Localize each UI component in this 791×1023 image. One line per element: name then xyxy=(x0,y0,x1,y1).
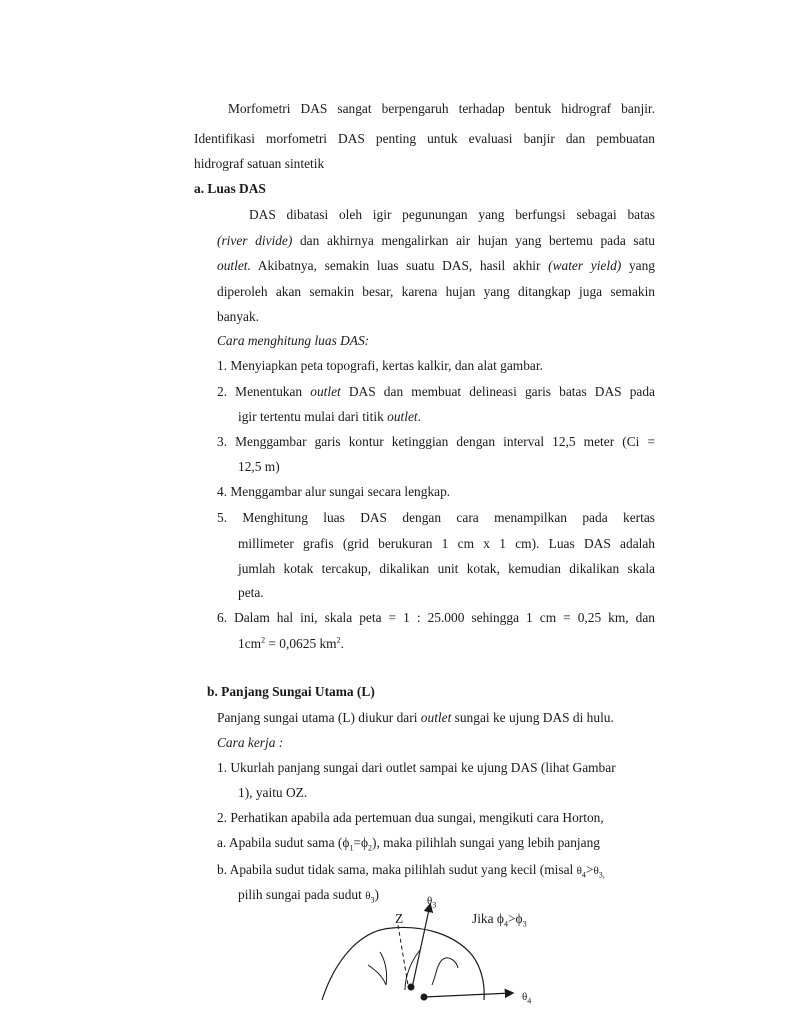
watershed-boundary xyxy=(322,927,484,1000)
section-a-para-line-5: banyak. xyxy=(217,309,260,324)
section-a-step-5-line-4: peta. xyxy=(238,585,264,600)
section-b-step-b-line-1: b. Apabila sudut tidak sama, maka pilihlah sudut yang kecil (misal $\theta_4>\theta_{3,}$ xyxy=(217,862,605,880)
intro-line-1: Morfometri DAS sangat berpengaruh terhadap bentuk hidrograf banjir. xyxy=(228,101,655,116)
section-a-para-line-1: DAS dibatasi oleh igir pegunungan yang berfungsi sebagai batas xyxy=(249,207,655,222)
tributary-right xyxy=(432,958,458,985)
section-a-para-line-2: (river divide) dan akhirnya mengalirkan air hujan yang bertemu pada satu xyxy=(217,233,655,248)
theta4-arrow xyxy=(424,993,512,997)
section-a-heading: a. Luas DAS xyxy=(194,181,266,196)
figure-note-angle-comparison: Jika $\phi_4>\phi_3$ xyxy=(472,911,527,929)
section-a-step-6-line-2: $1cm^2 = 0,0625$ $km^2$. xyxy=(238,635,344,651)
intro-line-2: Identifikasi morfometri DAS penting untuk evaluasi banjir dan pembuatan xyxy=(194,131,655,146)
figure-label-theta3: $\theta_3$ xyxy=(427,895,437,910)
section-a-step-5-line-1: 5. Menghitung luas DAS dengan cara menampilkan pada kertas xyxy=(217,510,655,525)
section-b-heading: b. Panjang Sungai Utama (L) xyxy=(207,684,375,699)
section-a-para-line-4: diperoleh akan semakin besar, karena hujan yang ditangkap juga semakin xyxy=(217,284,655,299)
figure-label-theta4: $\theta_4$ xyxy=(522,991,532,1006)
section-a-step-2-line-2: igir tertentu mulai dari titik outlet. xyxy=(238,409,421,424)
intro-line-3: hidrograf satuan sintetik xyxy=(194,156,325,171)
confluence-point xyxy=(408,984,415,991)
section-a-step-5-line-2: millimeter grafis (grid berukuran 1 cm x 1 cm). Luas DAS adalah xyxy=(238,536,655,551)
figure-label-z: Z xyxy=(395,911,404,926)
outlet-point xyxy=(421,994,428,1001)
section-b-method-label: Cara kerja : xyxy=(217,735,284,750)
theta3-arrow xyxy=(412,905,430,988)
section-a-para-line-3: outlet. Akibatnya, semakin luas suatu DAS, hasil akhir (water yield) yang xyxy=(217,258,655,273)
section-a-method-label: Cara menghitung luas DAS: xyxy=(217,333,370,348)
section-a-step-6-line-1: 6. Dalam hal ini, skala peta = 1 : 25.000 sehingga 1 cm = 0,25 km, dan xyxy=(217,610,655,625)
section-a-step-1: 1. Menyiapkan peta topografi, kertas kalkir, dan alat gambar. xyxy=(217,358,543,373)
section-b-step-1-line-1: 1. Ukurlah panjang sungai dari outlet sampai ke ujung DAS (lihat Gambar xyxy=(217,760,616,775)
section-a-step-4: 4. Menggambar alur sungai secara lengkap. xyxy=(217,484,451,499)
section-a-step-3-line-1: 3. Menggambar garis kontur ketinggian dengan interval 12,5 meter (Ci = xyxy=(217,434,655,449)
section-b-step-a: a. Apabila sudut sama $(\phi_1=\phi_2)$, maka pilihlah sungai yang lebih panjang xyxy=(217,835,600,853)
section-a-step-5-line-3: jumlah kotak tercakup, dikalikan unit kotak, kemudian dikalikan skala xyxy=(238,561,655,576)
section-b-para: Panjang sungai utama (L) diukur dari outlet sungai ke ujung DAS di hulu. xyxy=(217,710,614,725)
section-a-step-3-line-2: 12,5 m) xyxy=(238,459,280,474)
tributary-left xyxy=(368,952,387,985)
section-b-step-b-line-2: pilih sungai pada sudut $\theta_3$) xyxy=(238,887,379,905)
section-b-step-2: 2. Perhatikan apabila ada pertemuan dua sungai, mengikuti cara Horton, xyxy=(217,810,604,825)
section-a-step-2-line-1: 2. Menentukan outlet DAS dan membuat delineasi garis batas DAS pada xyxy=(217,384,655,399)
section-b-step-1-line-2: 1), yaitu OZ. xyxy=(238,785,308,800)
